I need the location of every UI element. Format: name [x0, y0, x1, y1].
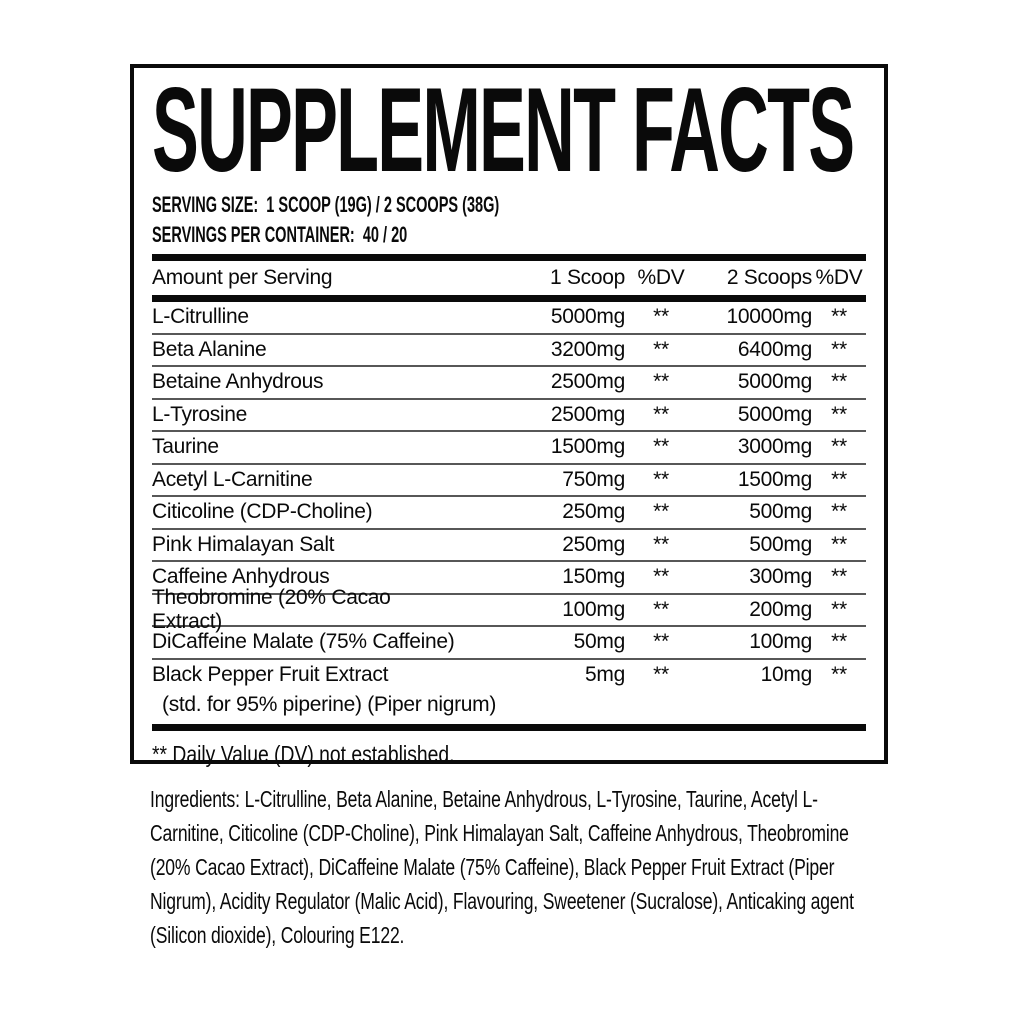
amount-2scoops: 200mg [749, 597, 812, 621]
amount-1scoop: 2500mg [550, 370, 625, 394]
dv-2scoops: ** [831, 467, 847, 491]
amount-2scoops: 500mg [749, 500, 812, 524]
dv-2scoops: ** [831, 402, 847, 426]
amount-2scoops: 10000mg [726, 305, 812, 329]
table-row [152, 463, 866, 496]
servings-per-container-line: SERVINGS PER CONTAINER: 40 / 20 [152, 222, 408, 247]
amount-1scoop: 2500mg [550, 402, 625, 426]
amount-1scoop: 5000mg [550, 305, 625, 329]
amount-1scoop: 3200mg [550, 337, 625, 361]
header-amount-per-serving: Amount per Serving [152, 266, 333, 289]
dv-1scoop: ** [653, 402, 669, 426]
ingredient-name: Beta Alanine [152, 337, 267, 361]
ingredient-name: L-Citrulline [152, 305, 249, 329]
table-row [152, 365, 866, 398]
table-row [152, 528, 866, 561]
table-row [152, 658, 866, 720]
dv-1scoop: ** [653, 630, 669, 654]
amount-2scoops: 3000mg [737, 435, 812, 459]
dv-1scoop: ** [653, 305, 669, 329]
amount-1scoop: 750mg [562, 467, 625, 491]
dv-1scoop: ** [653, 662, 669, 686]
dv-1scoop: ** [653, 565, 669, 589]
divider-thick-bottom [152, 724, 866, 731]
daily-value-footnote: ** Daily Value (DV) not established. [152, 740, 455, 767]
ingredient-name: Theobromine (20% Cacao Extract) [152, 585, 391, 633]
dv-1scoop: ** [653, 370, 669, 394]
table-row [152, 495, 866, 528]
amount-2scoops: 100mg [749, 630, 812, 654]
ingredient-name: Taurine [152, 435, 219, 459]
footnote-row [152, 731, 866, 777]
dv-1scoop: ** [653, 532, 669, 556]
dv-2scoops: ** [831, 337, 847, 361]
ingredient-subname: (std. for 95% piperine) (Piper nigrum) [162, 692, 497, 716]
header-dv-1: %DV [637, 266, 685, 289]
serving-size-line: SERVING SIZE: 1 SCOOP (19G) / 2 SCOOPS (38G) [152, 192, 500, 217]
amount-1scoop: 250mg [562, 532, 625, 556]
amount-1scoop: 150mg [562, 565, 625, 589]
dv-2scoops: ** [831, 565, 847, 589]
header-2-scoops: 2 Scoops [726, 266, 812, 289]
dv-2scoops: ** [831, 630, 847, 654]
dv-1scoop: ** [653, 337, 669, 361]
dv-2scoops: ** [831, 532, 847, 556]
amount-2scoops: 10mg [760, 662, 812, 686]
dv-2scoops: ** [831, 500, 847, 524]
amount-1scoop: 1500mg [550, 435, 625, 459]
dv-2scoops: ** [831, 597, 847, 621]
table-row [152, 625, 866, 658]
amount-2scoops: 1500mg [737, 467, 812, 491]
ingredient-name: Acetyl L-Carnitine [152, 467, 313, 491]
amount-2scoops: 300mg [749, 565, 812, 589]
table-row [152, 302, 866, 333]
amount-1scoop: 250mg [562, 500, 625, 524]
divider-thick-header [152, 295, 866, 302]
ingredient-name: Betaine Anhydrous [152, 370, 324, 394]
dv-2scoops: ** [831, 370, 847, 394]
header-dv-2: %DV [815, 266, 863, 289]
ingredient-name: Black Pepper Fruit Extract [152, 662, 389, 686]
amount-1scoop: 100mg [562, 597, 625, 621]
table-row [152, 430, 866, 463]
ingredient-name: DiCaffeine Malate (75% Caffeine) [152, 630, 455, 654]
table-row [152, 398, 866, 431]
ingredient-name: Caffeine Anhydrous [152, 565, 330, 589]
panel-title: SUPPLEMENT FACTS [152, 63, 854, 197]
amount-1scoop: 50mg [573, 630, 625, 654]
divider-thick-top [152, 254, 866, 261]
dv-1scoop: ** [653, 597, 669, 621]
ingredient-name: Pink Himalayan Salt [152, 532, 335, 556]
dv-1scoop: ** [653, 500, 669, 524]
supplement-facts-panel [130, 63, 888, 767]
table-row [152, 585, 866, 633]
amount-2scoops: 6400mg [737, 337, 812, 361]
amount-2scoops: 5000mg [737, 370, 812, 394]
dv-2scoops: ** [831, 435, 847, 459]
dv-1scoop: ** [653, 467, 669, 491]
header-1-scoop: 1 Scoop [550, 266, 625, 289]
ingredients-paragraph: Ingredients: L-Citrulline, Beta Alanine, Betaine Anhydrous, L-Tyrosine, Taurine, Acetyl L-Carnitine, Citicoline (CDP-Choline), Pink Himalayan Salt, Caffeine Anhydrous, Theobromine (20% Cacao Extract), DiCaffeine Malate (75% Caffeine), Black Pepper Fruit Extract (Piper Nigrum), Acidity Regulator (Malic Acid), Flavouring, Sweetener (Sucralose), Anticaking agent (Silicon dioxide), Colouring E122. [150, 786, 854, 948]
dv-1scoop: ** [653, 435, 669, 459]
ingredient-name: L-Tyrosine [152, 402, 248, 426]
table-row [152, 333, 866, 366]
dv-2scoops: ** [831, 662, 847, 686]
amount-2scoops: 5000mg [737, 402, 812, 426]
amount-1scoop: 5mg [585, 662, 625, 686]
ingredient-table [152, 302, 866, 719]
amount-2scoops: 500mg [749, 532, 812, 556]
dv-2scoops: ** [831, 305, 847, 329]
table-header-row [152, 261, 866, 295]
ingredient-name: Citicoline (CDP-Choline) [152, 500, 373, 524]
